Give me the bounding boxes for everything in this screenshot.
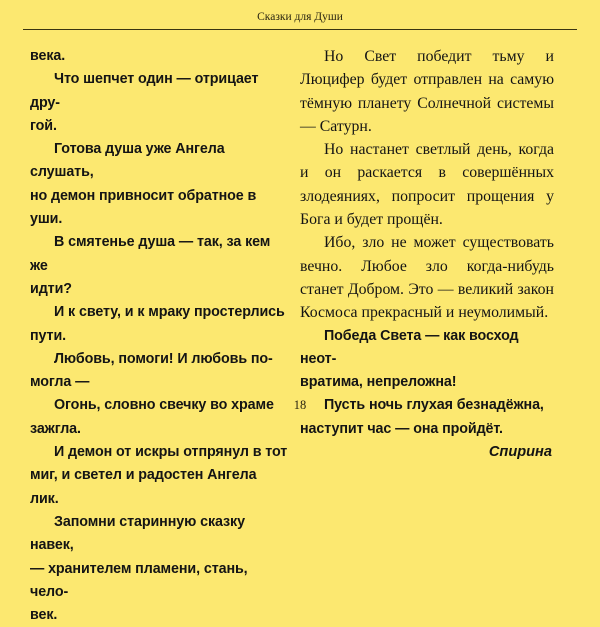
prose-paragraph: Но Свет победит тьму и Люцифер будет отправлен на самую тёмную планету Солнечной системы — Сатурн.: [300, 48, 554, 135]
verse-line: Готова душа уже Ангела слушать,: [30, 141, 225, 181]
verse-line: века.: [30, 48, 66, 64]
verse-line: В смятенье душа — так, за кем же: [30, 234, 271, 274]
verse-line: зажгла.: [30, 420, 81, 437]
verse-line: Любовь, помоги! И любовь по-: [54, 350, 273, 367]
verse-line: Что шепчет один — отрицает дру-: [30, 71, 259, 111]
running-header: [23, 7, 577, 30]
page-number: 18: [293, 398, 307, 412]
left-column: [30, 45, 288, 627]
verse-line: Победа Света — как восход неот-: [300, 327, 519, 367]
verse-line: наступит час — она пройдёт.: [300, 420, 503, 437]
verse-line: могла —: [30, 374, 90, 391]
verse-line: век.: [30, 607, 58, 624]
verse-line: Пусть ночь глухая безнадёжна,: [324, 397, 544, 414]
verse-line: пути.: [30, 327, 67, 344]
verse-line: И демон от искры отпрянул в тот: [54, 444, 288, 461]
verse-line: гой.: [30, 117, 57, 134]
verse-line: Запомни старинную сказку навек,: [30, 513, 245, 554]
prose-paragraph: Ибо, зло не может существовать вечно. Любое зло когда-нибудь станет Добром. Это — великий закон Космоса прекрасный и неумолимый.: [300, 234, 554, 322]
header-title: Сказки для Души: [257, 11, 343, 23]
verse-line: — хранителем пламени, стань, чело-: [30, 560, 248, 600]
verse-line: Огонь, словно свечку во храме: [54, 397, 274, 414]
verse-line: идти?: [30, 280, 72, 297]
verse-line: но демон привносит обратное в уши.: [30, 187, 257, 228]
verse-line: И к свету, и к мраку простерлись: [54, 304, 285, 321]
prose-paragraph: Но настанет светлый день, когда и он раскается в совершённых злодеяниях, попросит прощения у Бога и будет прощён.: [300, 141, 554, 229]
author-signature: Спирина: [488, 444, 552, 461]
verse-line: миг, и светел и радостен Ангела лик.: [30, 467, 257, 507]
verse-line: вратима, непреложна!: [300, 374, 457, 391]
